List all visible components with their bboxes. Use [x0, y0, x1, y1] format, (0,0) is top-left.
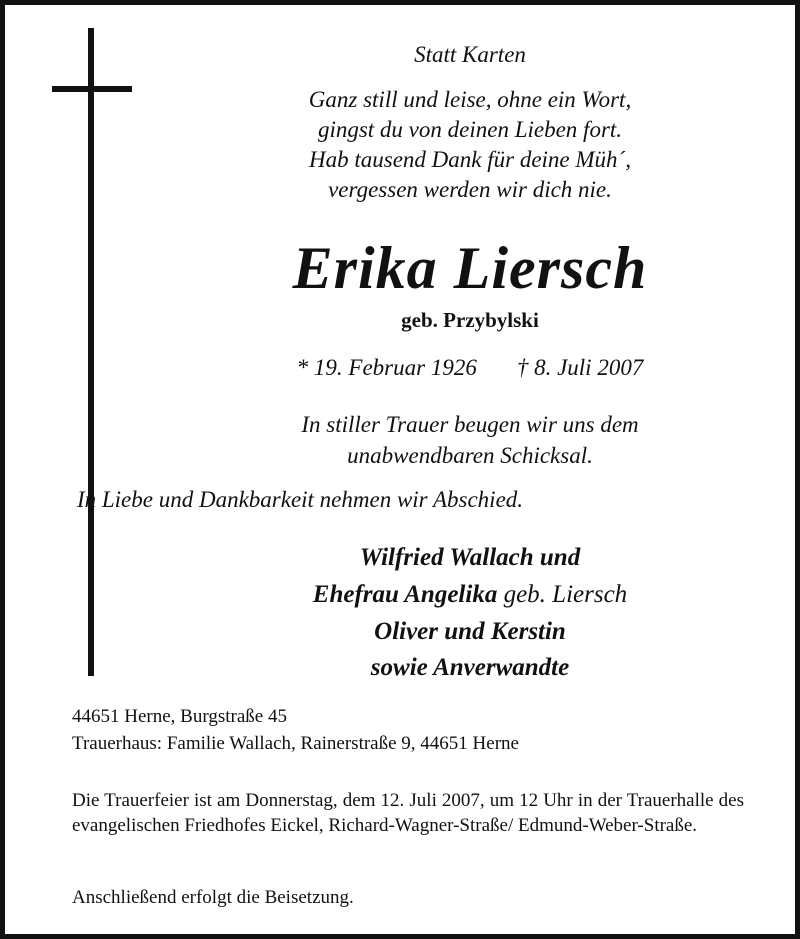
deceased-name: Erika Liersch: [292, 235, 648, 301]
mourner-line: Wilfried Wallach und: [359, 544, 581, 571]
poem-line: Hab tausend Dank für deine Müh´,: [309, 147, 631, 172]
mourner-maiden-name: geb. Liersch: [497, 581, 628, 608]
ceremony-info: Die Trauerfeier ist am Donnerstag, dem 12. Juli 2007, um 12 Uhr in der Trauerhalle des evangelischen Friedhofes Eickel, Richard-Wagner-Straße/ Edmund-Weber-Straße.: [72, 790, 744, 836]
heading: Statt Karten: [414, 42, 526, 67]
life-dates: [130, 356, 800, 379]
burial-info: Anschließend erfolgt die Beisetzung.: [72, 887, 354, 908]
poem-line: vergessen werden wir dich nie.: [328, 177, 612, 202]
cross-vertical-bar: [88, 28, 94, 676]
mourning-line: In stiller Trauer beugen wir uns dem: [301, 412, 639, 437]
farewell-text: In Liebe und Dankbarkeit nehmen wir Abschied.: [76, 487, 524, 512]
funeral-home: Trauerhaus: Familie Wallach, Rainerstraße 9, 44651 Herne: [72, 733, 519, 754]
notice-main: [76, 0, 800, 700]
mourner-name: Ehefrau Angelika: [312, 581, 498, 608]
cross-horizontal-bar: [52, 86, 132, 92]
poem-line: gingst du von deinen Lieben fort.: [317, 117, 623, 142]
maiden-name: geb. Przybylski: [401, 308, 539, 332]
mourning-line: unabwendbaren Schicksal.: [347, 443, 593, 468]
birth-date: * 19. Februar 1926: [296, 355, 477, 380]
address: 44651 Herne, Burgstraße 45: [72, 706, 287, 727]
death-date: † 8. Juli 2007: [516, 355, 644, 380]
mourner-line: sowie Anverwandte: [370, 654, 570, 681]
poem-line: Ganz still und leise, ohne ein Wort,: [308, 87, 632, 112]
mourner-line: [130, 582, 800, 607]
mourner-line: Oliver und Kerstin: [374, 618, 566, 645]
